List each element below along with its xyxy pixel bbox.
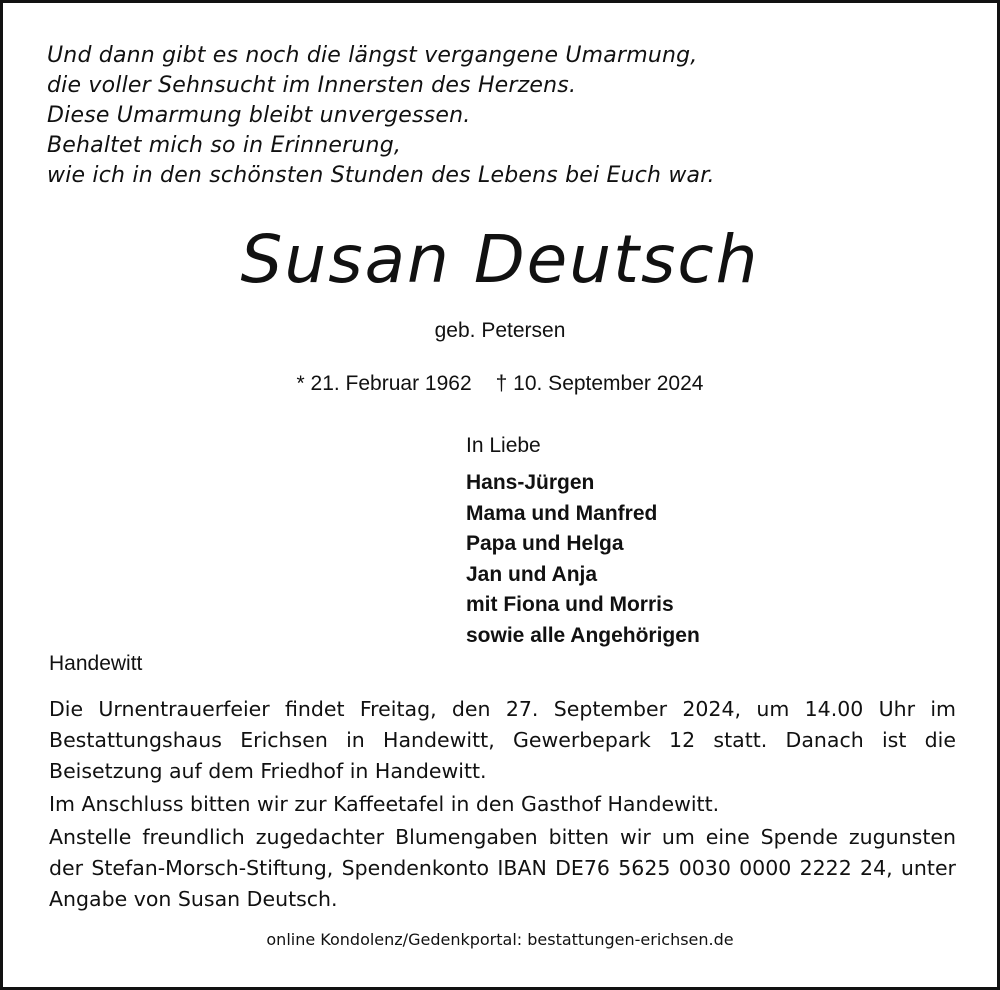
poem-line: Und dann gibt es noch die längst vergangene Umarmung, [47,43,698,68]
maiden-name: geb. Petersen [434,319,566,342]
poem-line: wie ich in den schönsten Stunden des Lebens bei Euch war. [47,163,715,188]
condolence-portal-note: online Kondolenz/Gedenkportal: bestattungen-erichsen.de [266,930,734,949]
mourner: Jan und Anja [466,562,598,586]
mourner: sowie alle Angehörigen [466,623,700,647]
life-dates [3,370,997,398]
mourner: Papa und Helga [466,532,624,555]
donation-paragraph: Anstelle freundlich zugedachter Blumengaben bitten wir um eine Spende zugunsten der Stefan-Morsch-Stiftung, Spendenkonto IBAN DE76 5625 0030 0000 2222 24, unter Angabe von Susan Deutsch. [49,825,956,911]
poem [47,41,715,191]
mourner: Mama und Manfred [466,501,658,525]
mourners-list [466,468,700,651]
ceremony-paragraph: Die Urnentrauerfeier findet Freitag, den 27. September 2024, um 14.00 Uhr im Bestattungshaus Erichsen in Handewitt, Gewerbepark 12 statt. Danach ist die Beisetzung auf dem Friedhof in Handewitt. [49,697,956,783]
reception-paragraph: Im Anschluss bitten wir zur Kaffeetafel in den Gasthof Handewitt. [49,792,720,816]
mourner: Hans-Jürgen [466,471,595,494]
poem-line: Behaltet mich so in Erinnerung, [47,133,402,158]
birth-date: * 21. Februar 1962 [296,372,472,395]
poem-line: Diese Umarmung bleibt unvergessen. [47,103,471,128]
place-name: Handewitt [49,652,143,675]
in-love-label: In Liebe [466,434,541,457]
death-date: † 10. September 2024 [495,372,704,395]
deceased-name: Susan Deutsch [240,221,760,298]
poem-line: die voller Sehnsucht im Innersten des Herzens. [47,73,577,98]
funeral-details [49,694,956,917]
mourner: mit Fiona und Morris [466,593,674,616]
